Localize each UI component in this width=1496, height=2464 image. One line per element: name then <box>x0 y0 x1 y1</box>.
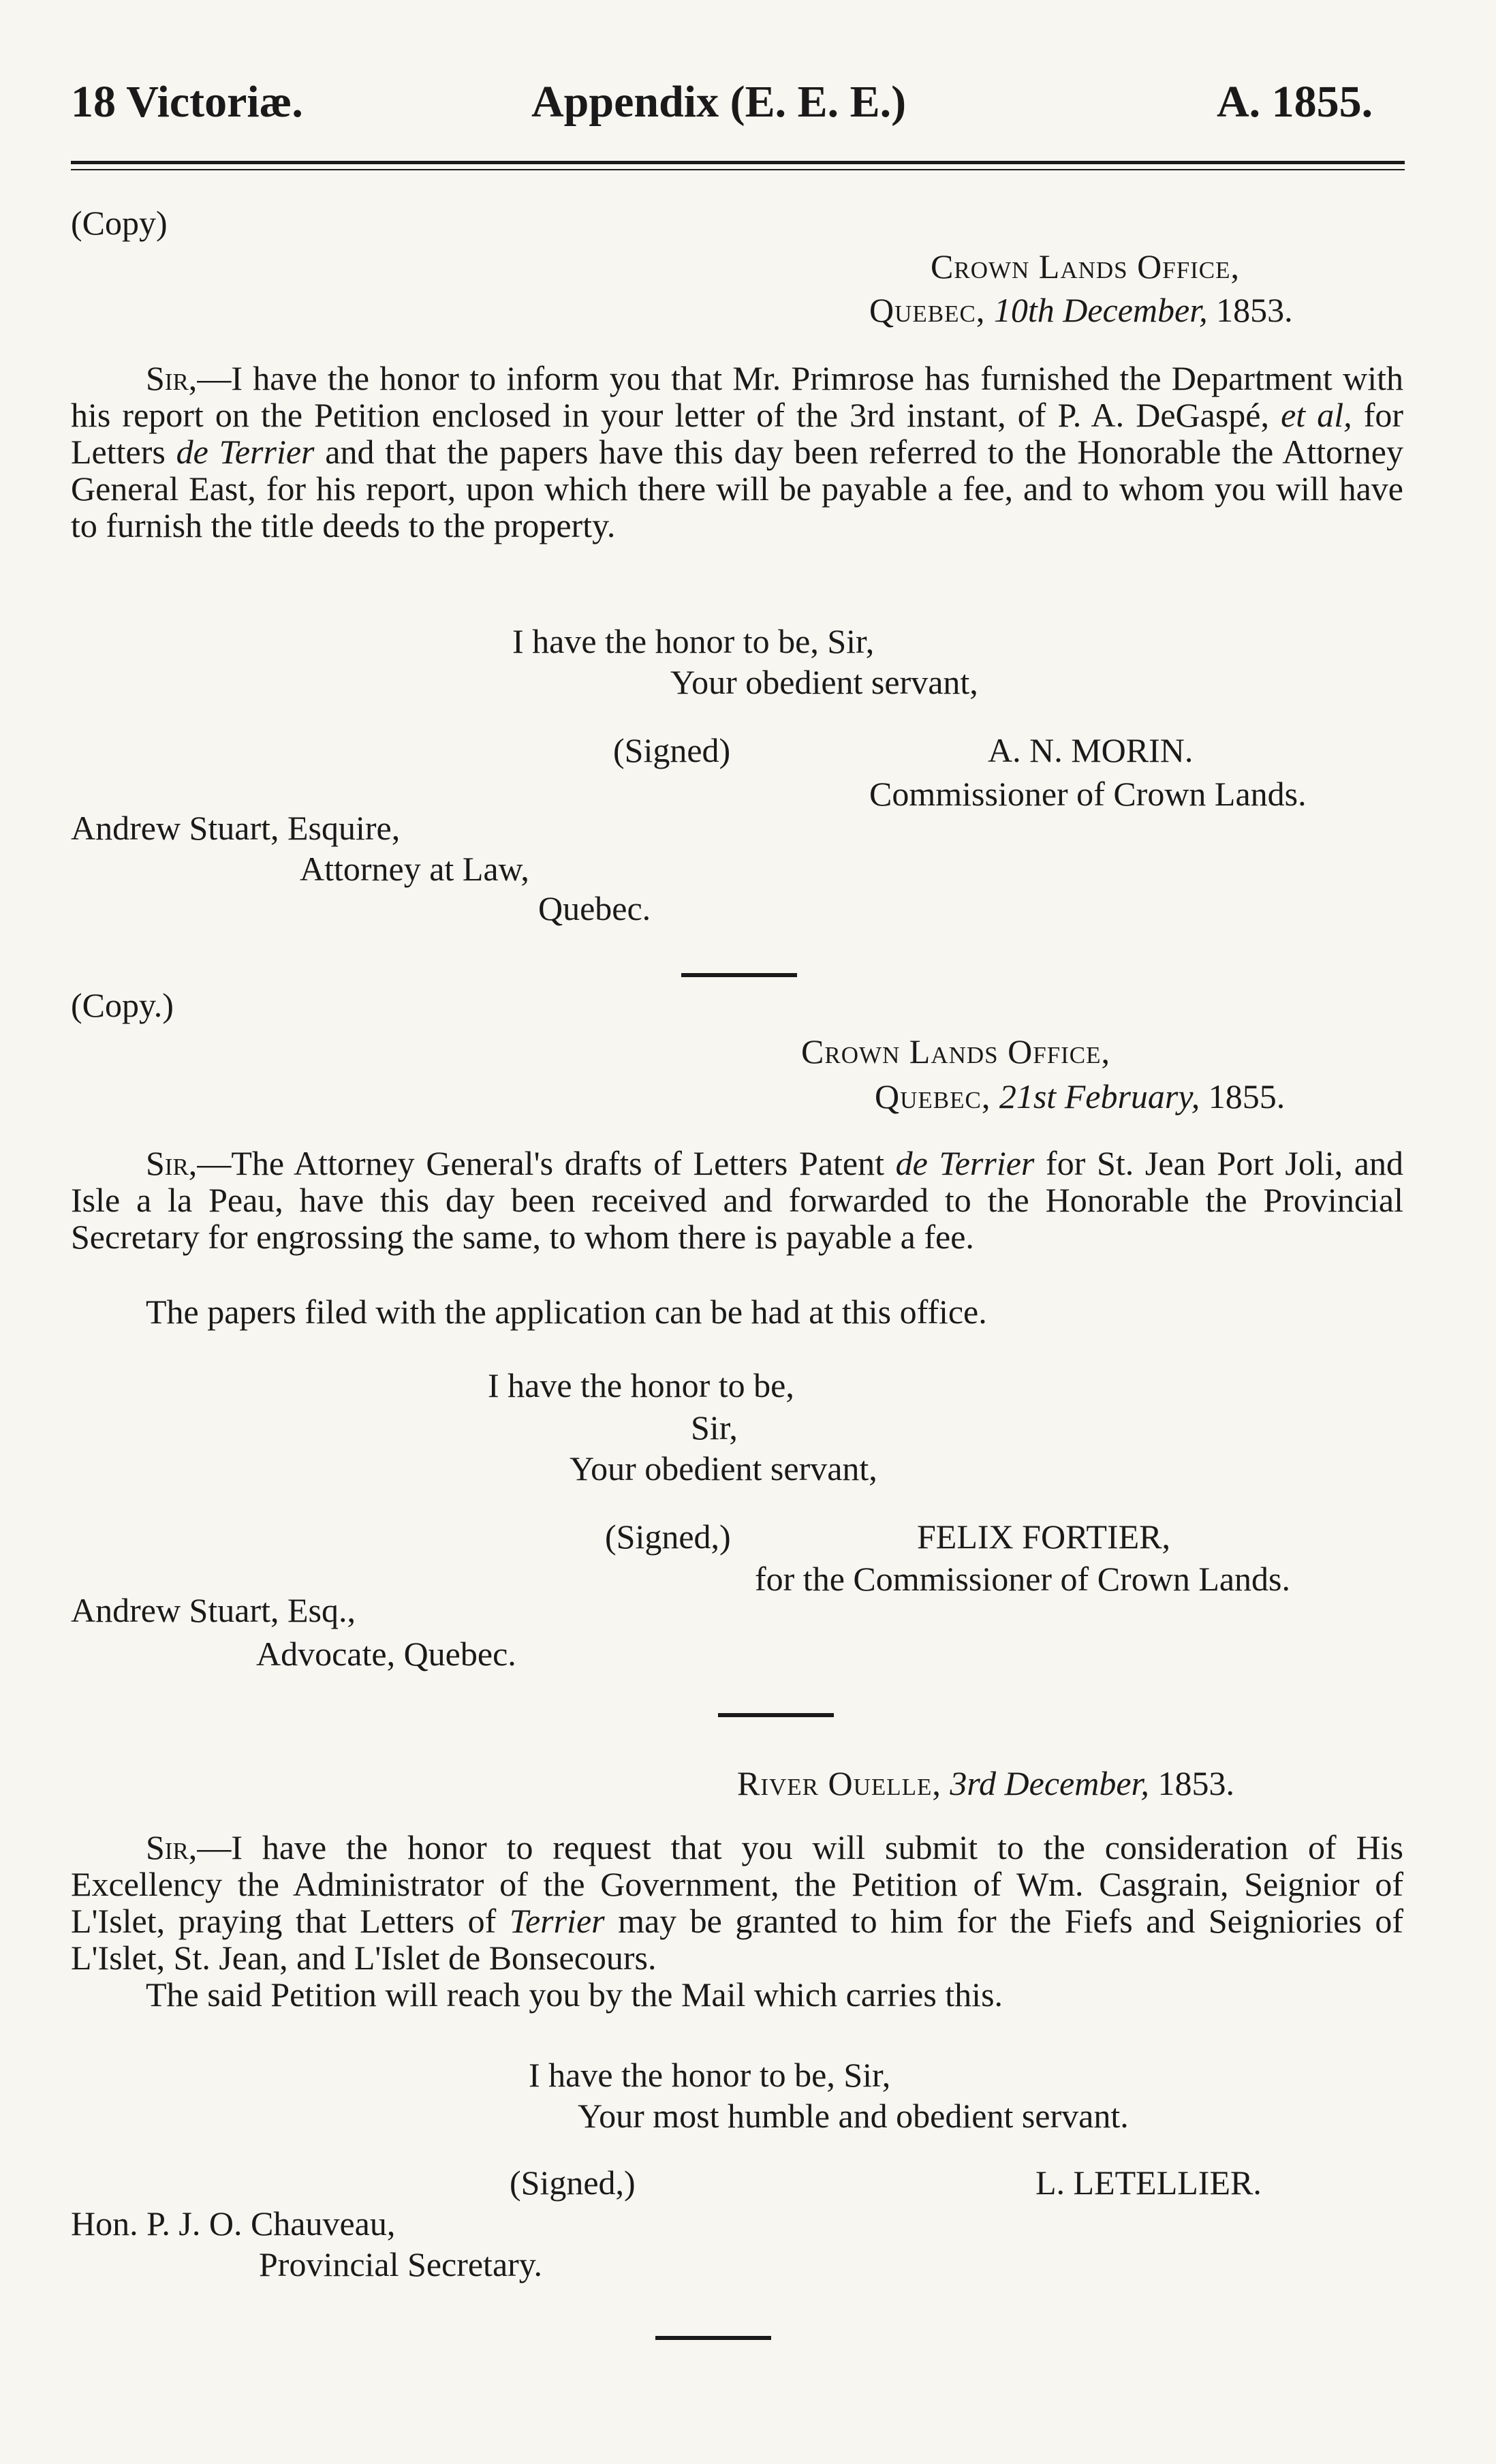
letter-body <box>71 360 1403 544</box>
separator-rule <box>718 1713 834 1717</box>
signer-title: for the Commissioner of Crown Lands. <box>755 1560 1291 1598</box>
body-text: —The Attorney General's drafts of Letters Patent <box>197 1144 896 1182</box>
date-month: February, <box>1064 1077 1200 1115</box>
running-head-center: Appendix (E. E. E.) <box>531 77 907 127</box>
office-heading: Crown Lands Office, <box>931 247 1241 286</box>
signed-label: (Signed,) <box>605 1518 731 1556</box>
office-heading: Crown Lands Office, <box>801 1032 1111 1071</box>
letter-body-paragraph: The papers filed with the application can be had at this office. <box>146 1293 987 1331</box>
signer-title: Commissioner of Crown Lands. <box>869 775 1307 813</box>
addressee-line: Andrew Stuart, Esquire, <box>71 809 401 847</box>
body-italic: de Terrier <box>176 433 315 471</box>
body-italic: et al, <box>1281 396 1352 434</box>
running-head-left: 18 Victoriæ. <box>71 77 303 127</box>
signer-name: L. LETELLIER. <box>1035 2163 1262 2202</box>
closing-line: Your obedient servant, <box>570 1449 877 1488</box>
date-day: 3rd <box>950 1764 997 1802</box>
addressee-line: Andrew Stuart, Esq., <box>71 1591 356 1629</box>
addressee-line: Hon. P. J. O. Chauveau, <box>71 2204 396 2243</box>
body-italic: de Terrier <box>895 1144 1035 1182</box>
body-text: and that the papers have this day been referred to the Honorable the Attorney General East, for his report, upon which there will be payable a fee, and to whom you will have to furnish the title deeds to the property. <box>71 433 1403 544</box>
date-place: Quebec, <box>869 291 986 329</box>
addressee-line: Quebec. <box>538 889 651 927</box>
body-text: for St. Jean Port Joli, and Isle a la Peau, have this day been received and forwarded to the Honorable the Provincial Secretary for engrossing the same, to whom there is payable a fee. <box>71 1144 1403 1256</box>
body-italic: Terrier <box>509 1902 605 1940</box>
date-year: 1853. <box>1157 1764 1234 1802</box>
body-text: —I have the honor to inform you that Mr. Primrose has furnished the Department with his report on the Petition enclosed in your letter of the 3rd instant, of P. A. DeGaspé, <box>71 359 1403 434</box>
separator-rule <box>681 973 797 977</box>
running-head-right: A. 1855. <box>1217 77 1373 127</box>
salutation: Sir, <box>146 359 198 397</box>
closing-line: I have the honor to be, Sir, <box>529 2056 891 2094</box>
date-place: Quebec, <box>875 1077 991 1115</box>
date-year: 1855. <box>1208 1077 1285 1115</box>
date-day: 10th <box>993 291 1055 329</box>
header-rule-thin <box>71 169 1405 170</box>
letter-body <box>71 1145 1403 1255</box>
date-day: 21st <box>999 1077 1057 1115</box>
signer-name: FELIX FORTIER, <box>917 1518 1170 1556</box>
date-place: River Ouelle, <box>737 1764 941 1802</box>
date-month: December, <box>1063 291 1208 329</box>
salutation: Sir, <box>146 1144 198 1182</box>
body-text: may be granted to him for the Fiefs and Seigniories of L'Islet, St. Jean, and L'Islet de Bonsecours. <box>71 1902 1403 1977</box>
copy-label: (Copy) <box>71 204 168 242</box>
signer-name: A. N. MORIN. <box>988 731 1194 769</box>
header-rule-thick <box>71 161 1405 164</box>
signed-label: (Signed) <box>613 731 731 769</box>
addressee-line: Provincial Secretary. <box>259 2245 543 2283</box>
date-month: December, <box>1004 1764 1149 1802</box>
copy-label: (Copy.) <box>71 986 174 1024</box>
place-date <box>869 292 1293 328</box>
closing-line: Your most humble and obedient servant. <box>578 2097 1129 2135</box>
date-year: 1853. <box>1216 291 1293 329</box>
addressee-line: Attorney at Law, <box>300 850 529 888</box>
letter-body <box>71 1829 1403 1976</box>
place-date <box>875 1078 1285 1115</box>
place-date <box>737 1765 1234 1802</box>
closing-line: I have the honor to be, <box>488 1366 794 1404</box>
addressee-line: Advocate, Quebec. <box>256 1635 516 1673</box>
closing-line: Your obedient servant, <box>670 663 978 701</box>
salutation: Sir, <box>146 1828 198 1866</box>
body-text: —I have the honor to request that you will submit to the consideration of His Excellency the Administrator of the Government, the Petition of Wm. Casgrain, Seignior of L'Islet, praying that Letters of <box>71 1828 1403 1940</box>
body-text: for Letters <box>71 396 1403 471</box>
closing-line: Sir, <box>691 1408 738 1447</box>
separator-rule <box>655 2336 771 2340</box>
closing-line: I have the honor to be, Sir, <box>512 622 875 660</box>
signed-label: (Signed,) <box>510 2163 636 2202</box>
letter-body-paragraph: The said Petition will reach you by the Mail which carries this. <box>146 1975 1003 2014</box>
